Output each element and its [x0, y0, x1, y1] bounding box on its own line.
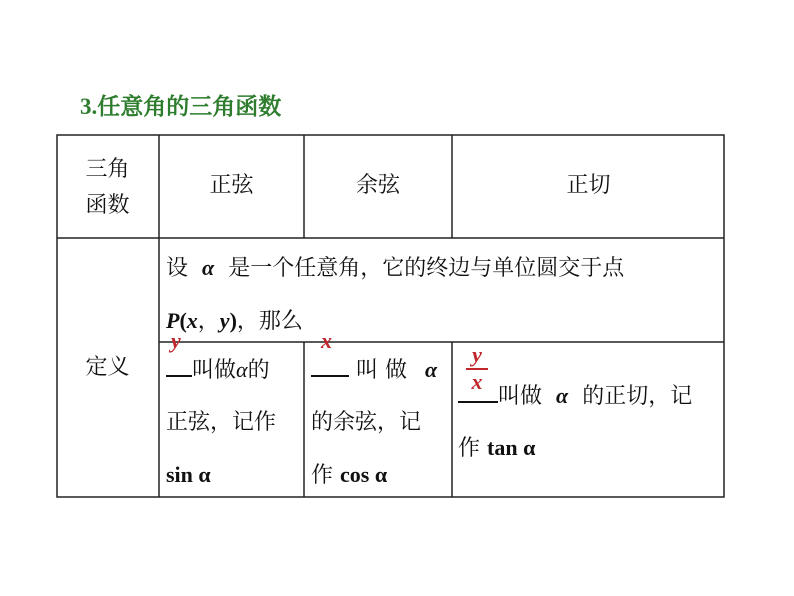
def-point-y: y: [219, 308, 230, 333]
cosine-text1: 叫 做: [356, 358, 407, 383]
trig-table: [56, 134, 725, 498]
definition-text: [166, 242, 722, 348]
def-line2-tail: ，那么: [236, 309, 303, 334]
def-point-x: x: [186, 308, 198, 333]
tangent-answer-blank: [458, 373, 498, 403]
header-tangent: 正切: [566, 172, 611, 198]
sine-text1: 叫做: [192, 358, 237, 383]
cosine-definition-cell: [311, 328, 451, 502]
header-col1-line2: 函数: [85, 193, 130, 218]
tangent-answer-numerator: y: [472, 342, 482, 367]
sine-alpha: α: [236, 357, 248, 382]
header-trig-function: [56, 138, 159, 238]
section-number: 3.: [80, 94, 98, 119]
header-cosine: 余弦: [355, 172, 400, 198]
tangent-text3: 作: [458, 436, 481, 461]
section-title-text: 任意角的三角函数: [97, 93, 282, 119]
cosine-text2: 的余弦，记: [311, 410, 422, 435]
cosine-alpha: α: [425, 357, 438, 382]
cosine-text3: 作: [311, 463, 334, 488]
def-word-set: 设: [166, 256, 189, 281]
sine-notation: sin α: [166, 462, 211, 487]
header-col1-line1: 三角: [85, 156, 130, 182]
sine-text3: 正弦，记作: [166, 410, 277, 435]
tangent-text1: 叫做: [498, 384, 543, 409]
def-comma: ，: [197, 309, 220, 334]
sine-answer-blank: [166, 328, 192, 377]
cosine-answer: x: [321, 328, 332, 353]
section-title: [80, 88, 281, 121]
def-point-p: P: [166, 308, 180, 333]
tangent-answer-denominator: x: [471, 369, 483, 394]
sine-definition-cell: [166, 328, 302, 501]
sine-text2: 的: [247, 358, 270, 383]
def-paren-close: ): [229, 308, 237, 333]
tangent-text2: 的正切，记: [582, 384, 693, 409]
cosine-answer-blank: [311, 328, 349, 377]
cosine-notation: cos α: [340, 462, 388, 487]
def-paren-open: (: [179, 308, 187, 333]
header-sine: 正弦: [209, 172, 254, 198]
tangent-alpha: α: [556, 383, 569, 408]
def-alpha: α: [202, 255, 215, 280]
tangent-notation: tan α: [487, 435, 536, 460]
def-line1-text: 是一个任意角，它的终边与单位圆交于点: [228, 256, 625, 281]
sine-answer: y: [171, 328, 181, 353]
row-label-definition: 定义: [85, 354, 130, 380]
